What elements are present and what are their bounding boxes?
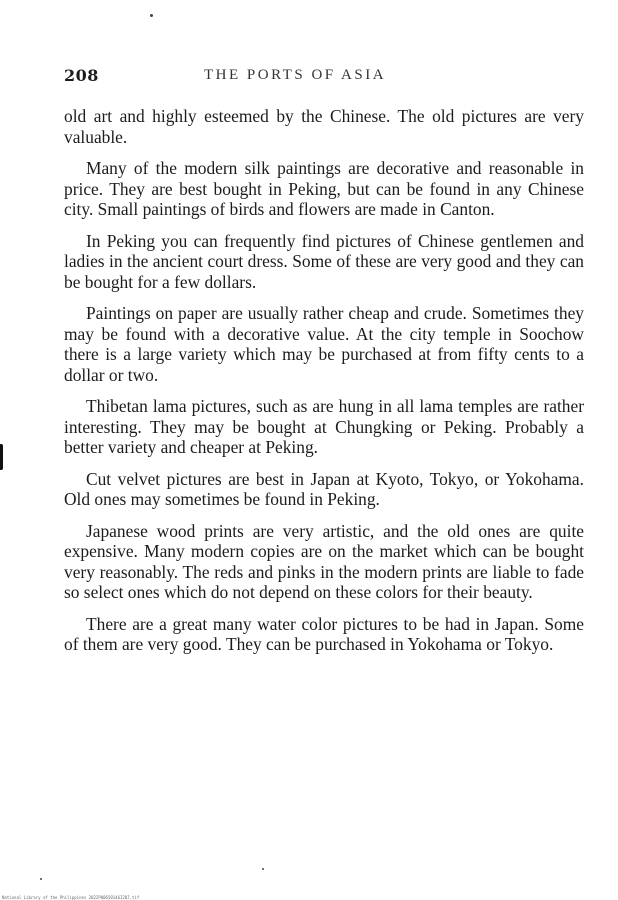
scan-edge-mark (0, 444, 3, 470)
running-head: THE PORTS OF ASIA (204, 67, 387, 83)
dust-speck (40, 878, 42, 880)
paragraph: There are a great many water color pictures to be had in Japan. Some of them are very good. They can be purchased in Yokohama or Tokyo. (64, 613, 584, 654)
scan-watermark: National Library of the Philippines 2022P00650146I207.tif (2, 895, 140, 900)
paragraph: old art and highly esteemed by the Chinese. The old pictures are very valuable. (64, 106, 584, 147)
dust-speck (262, 868, 264, 870)
page-header (64, 66, 584, 90)
paragraph: Thibetan lama pictures, such as are hung in all lama temples are rather interesting. They may be bought at Chungking or Peking. Probably a better variety and cheaper at Peking. (64, 396, 584, 457)
paragraph: Many of the modern silk paintings are decorative and reasonable in price. They are best bought in Peking, but can be found in any Chinese city. Small paintings of birds and flowers are made in Canton. (64, 158, 584, 219)
page-number: 208 (64, 66, 99, 85)
paragraph: Cut velvet pictures are best in Japan at Kyoto, Tokyo, or Yokohama. Old ones may sometimes be found in Peking. (64, 468, 584, 509)
paragraph: Japanese wood prints are very artistic, and the old ones are quite expensive. Many modern copies are on the market which can be bought very reasonably. The reds and pinks in the modern prints are liable to fade so select ones which do not depend on these colors for their beauty. (64, 520, 584, 602)
dust-speck (150, 14, 153, 17)
paragraph: In Peking you can frequently find pictures of Chinese gentlemen and ladies in the ancient court dress. Some of these are very good and they can be bought for a few dollars. (64, 230, 584, 292)
body-text (64, 106, 584, 666)
paragraph: Paintings on paper are usually rather cheap and crude. Sometimes they may be found with a decorative value. At the city temple in Soochow there is a large variety which may be purchased at from fifty cents to a dollar or two. (64, 303, 584, 385)
